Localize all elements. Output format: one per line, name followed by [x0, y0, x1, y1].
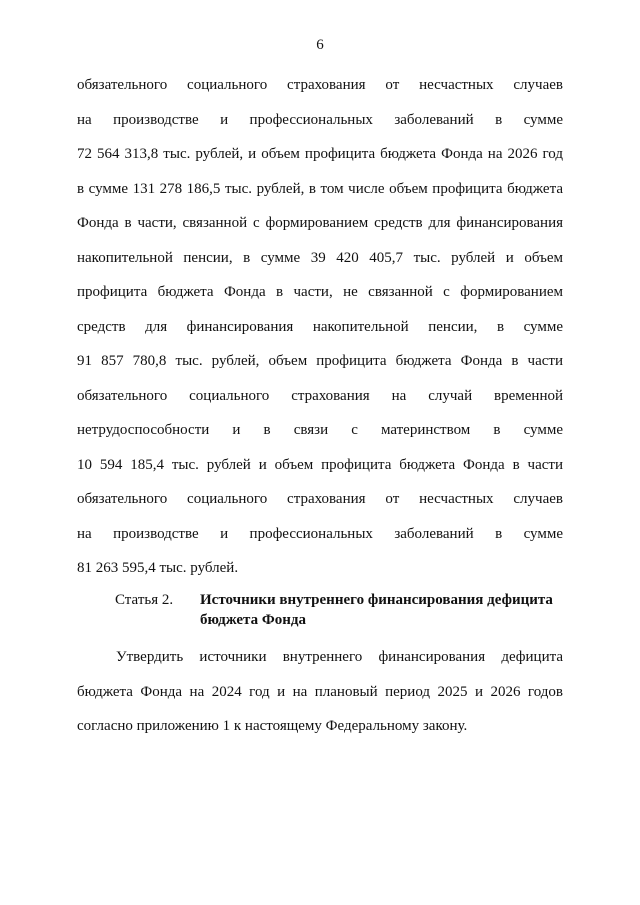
- article-label: Статья 2.: [115, 592, 174, 608]
- text-line: Утвердить источники внутреннего финансирования дефицита: [116, 649, 563, 665]
- text-line: 10 594 185,4 тыс. рублей и объем профицита бюджета Фонда в части: [77, 456, 563, 473]
- text-line: в сумме 131 278 186,5 тыс. рублей, в том числе объем профицита бюджета: [77, 180, 563, 197]
- page-number: 6: [316, 37, 324, 53]
- text-line: обязательного социального страхования на случай временной: [77, 387, 563, 404]
- text-line: обязательного социального страхования от несчастных случаев: [77, 77, 563, 93]
- text-line: 72 564 313,8 тыс. рублей, и объем профицита бюджета Фонда на 2026 год: [77, 146, 563, 162]
- text-line: 81 263 595,4 тыс. рублей.: [77, 560, 239, 576]
- text-line: профицита бюджета Фонда в части, не связанной с формированием: [77, 284, 563, 300]
- text-line: средств для финансирования накопительной пенсии, в сумме: [77, 318, 563, 335]
- text-line: Фонда в части, связанной с формированием средств для финансирования: [77, 215, 563, 231]
- article-title-line: Источники внутреннего финансирования дефицита: [200, 592, 553, 608]
- article-body: [77, 640, 563, 744]
- article-title-line: бюджета Фонда: [200, 612, 306, 628]
- text-line: нетрудоспособности и в связи с материнством в сумме: [77, 422, 563, 438]
- article-title: [200, 590, 565, 630]
- text-line: на производстве и профессиональных заболеваний в сумме: [77, 111, 563, 128]
- text-line: бюджета Фонда на 2024 год и на плановый период 2025 и 2026 годов: [77, 683, 563, 700]
- text-line: на производстве и профессиональных заболеваний в сумме: [77, 525, 563, 542]
- text-line: обязательного социального страхования от несчастных случаев: [77, 491, 563, 507]
- text-line: 91 857 780,8 тыс. рублей, объем профицита бюджета Фонда в части: [77, 353, 563, 369]
- text-line: согласно приложению 1 к настоящему Федеральному закону.: [77, 718, 468, 734]
- paragraph-continuation: [77, 68, 563, 586]
- text-line: накопительной пенсии, в сумме 39 420 405,7 тыс. рублей и объем: [77, 249, 563, 266]
